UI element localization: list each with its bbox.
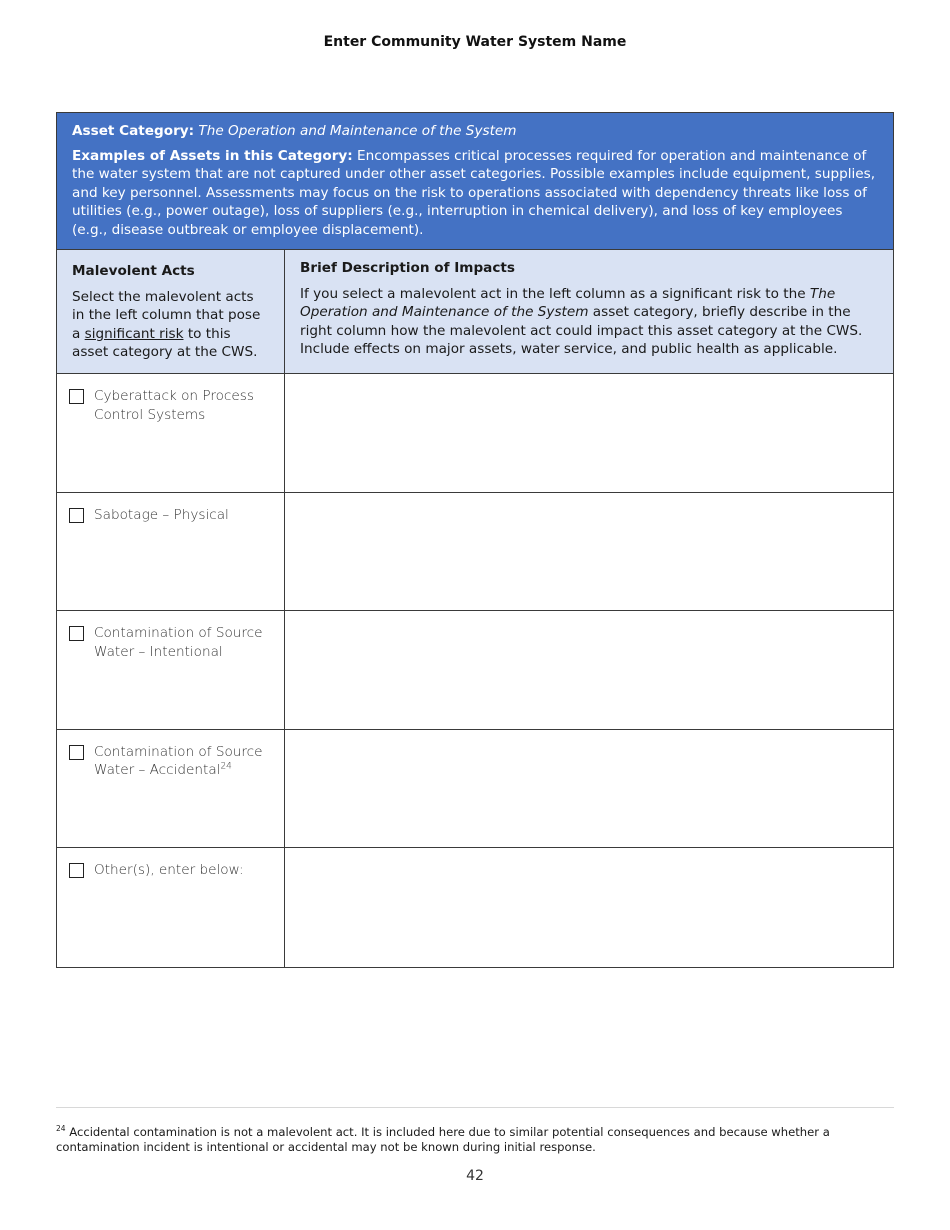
act-checkbox[interactable] bbox=[69, 863, 84, 878]
column-headers bbox=[57, 250, 893, 374]
act-label bbox=[94, 624, 274, 661]
act-cell bbox=[57, 730, 285, 848]
impact-description-field[interactable] bbox=[285, 374, 893, 492]
impacts-desc-part: asset category, briefly describe in the right column how the malevolent act could impact this asset category at the CWS. Include effects on major assets, water service, and public health as applicable. bbox=[300, 304, 863, 358]
footnote-number: 24 bbox=[56, 1124, 66, 1134]
impacts-desc-italic: The Operation and Maintenance of the System bbox=[300, 285, 836, 321]
asset-examples-text: Encompasses critical processes required for operation and maintenance of the water system that are not captured under other asset categories. Possible examples include equipment, supplies, and key personnel. Assessments may focus on the risk to operations associated with dependency threats like loss of utilities (e.g., power outage), loss of suppliers (e.g., interruption in chemical delivery), and loss of key employees (e.g., disease outbreak or employee displacement). bbox=[72, 147, 876, 238]
act-checkbox[interactable] bbox=[69, 745, 84, 760]
impacts-header bbox=[285, 250, 893, 373]
act-checkbox[interactable] bbox=[69, 508, 84, 523]
asset-category-header bbox=[57, 113, 893, 250]
malevolent-acts-header bbox=[57, 250, 285, 373]
act-label-text: Sabotage – Physical bbox=[94, 506, 229, 523]
act-label-text: Contamination of Source Water – Intentional bbox=[94, 625, 263, 660]
malevolent-acts-desc-part: to this asset category at the CWS. bbox=[72, 325, 258, 361]
page-number: 42 bbox=[466, 1168, 484, 1184]
act-label bbox=[94, 387, 274, 424]
act-cell bbox=[57, 374, 285, 492]
malevolent-acts-title: Malevolent Acts bbox=[72, 263, 195, 279]
act-footnote-ref: 24 bbox=[220, 761, 232, 772]
footnote bbox=[56, 1125, 894, 1156]
table-row bbox=[57, 611, 893, 730]
impacts-desc-part: If you select a malevolent act in the left column as a significant risk to the bbox=[300, 285, 810, 302]
act-cell bbox=[57, 848, 285, 967]
asset-examples-label: Examples of Assets in this Category: bbox=[72, 147, 353, 164]
table-row bbox=[57, 848, 893, 967]
act-label-text: Cyberattack on Process Control Systems bbox=[94, 388, 254, 423]
asset-category-value: The Operation and Maintenance of the System bbox=[198, 123, 517, 139]
asset-category-label: Asset Category: bbox=[72, 123, 195, 139]
footnote-text: Accidental contamination is not a malevolent act. It is included here due to similar potential consequences and because whether a contamination incident is intentional or accidental may not be known during initial response. bbox=[56, 1125, 830, 1155]
table-row bbox=[57, 493, 893, 612]
impact-description-field[interactable] bbox=[285, 493, 893, 611]
impacts-title: Brief Description of Impacts bbox=[300, 260, 516, 276]
act-label bbox=[94, 861, 244, 880]
impact-description-field[interactable] bbox=[285, 848, 893, 967]
malevolent-acts-desc bbox=[72, 289, 260, 361]
impact-description-field[interactable] bbox=[285, 611, 893, 729]
impact-description-field[interactable] bbox=[285, 730, 893, 848]
act-checkbox[interactable] bbox=[69, 389, 84, 404]
act-label-text: Other(s), enter below: bbox=[94, 862, 244, 878]
act-label-text: Contamination of Source Water – Accidental bbox=[94, 743, 263, 779]
footnote-divider bbox=[56, 1107, 894, 1108]
act-cell bbox=[57, 611, 285, 729]
malevolent-acts-desc-part: Select the malevolent acts in the left column that pose a bbox=[72, 288, 261, 342]
document-title: Enter Community Water System Name bbox=[323, 34, 627, 50]
act-label bbox=[94, 506, 229, 525]
table-row bbox=[57, 374, 893, 493]
significant-risk-text: significant risk bbox=[84, 325, 184, 342]
impacts-desc bbox=[300, 286, 862, 358]
asset-examples bbox=[72, 147, 878, 240]
act-cell bbox=[57, 493, 285, 611]
asset-category-line bbox=[72, 122, 878, 141]
table-row bbox=[57, 730, 893, 849]
assessment-table bbox=[56, 112, 894, 968]
act-label bbox=[94, 743, 274, 780]
act-checkbox[interactable] bbox=[69, 626, 84, 641]
